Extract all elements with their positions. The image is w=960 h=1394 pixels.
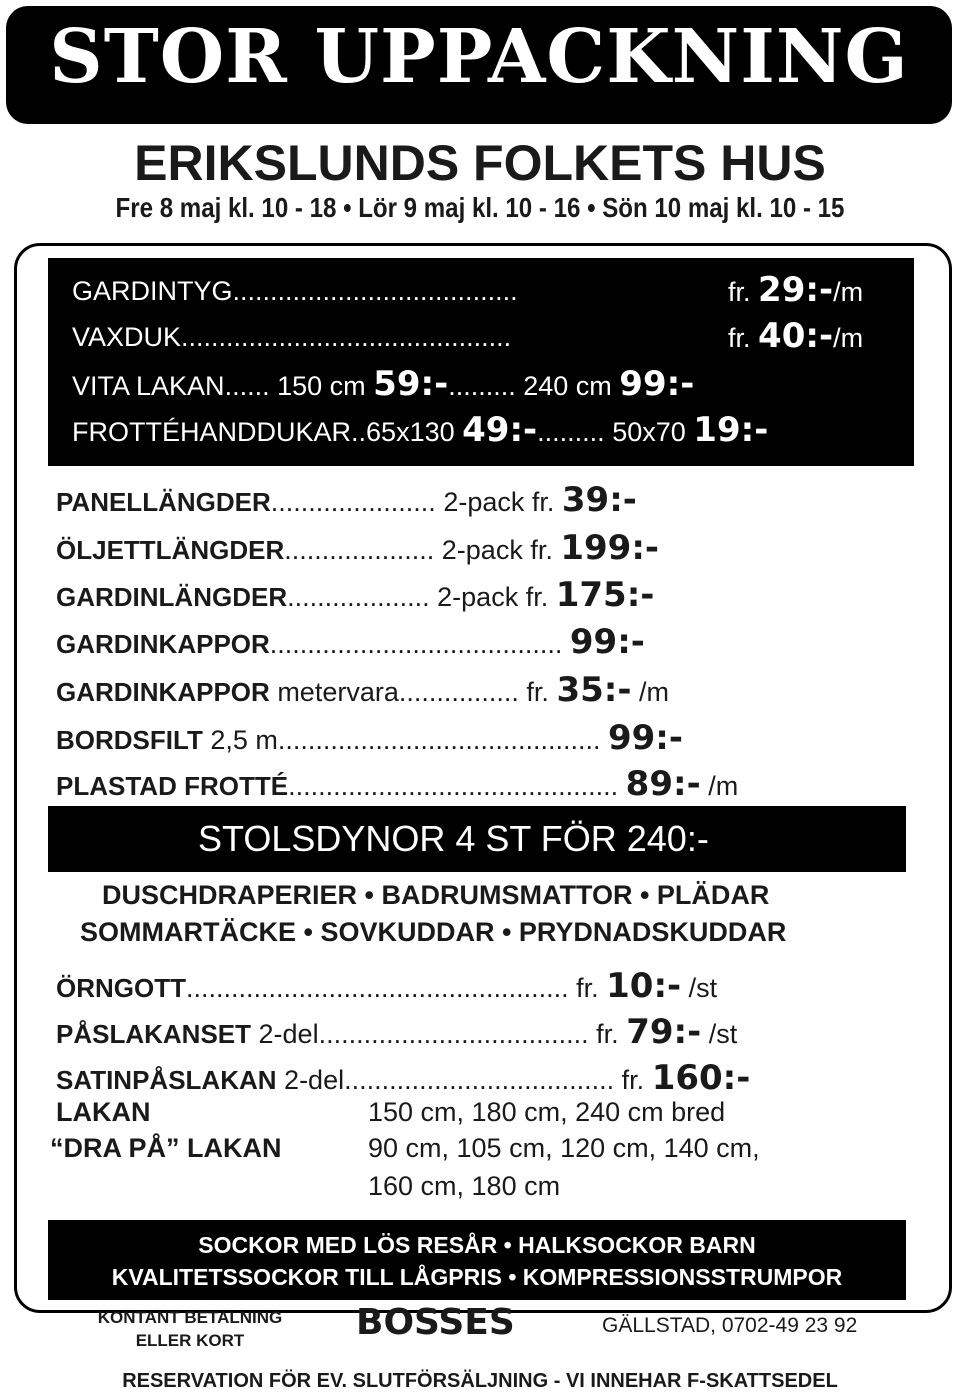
- item-name: GARDINLÄNGDER: [56, 582, 288, 612]
- item-price: 49:-: [462, 410, 538, 450]
- price-unit: /m: [833, 323, 864, 353]
- price-row: [56, 622, 645, 662]
- item-detail: 2-del: [258, 1019, 319, 1049]
- item-price: 99:-: [619, 364, 695, 404]
- price-row: [56, 480, 637, 520]
- price-row: [56, 966, 717, 1006]
- item-dots: ....................................: [344, 1065, 615, 1095]
- header-banner: [6, 6, 952, 124]
- item-name: VITA LAKAN: [72, 371, 225, 401]
- item-dots: ...................................................: [186, 973, 569, 1003]
- brand-name: BOSSES: [356, 1302, 515, 1343]
- item-price: 89:-: [625, 764, 701, 804]
- item-name: FROTTÉHANDDUKAR: [72, 417, 352, 447]
- price-unit: /m: [638, 677, 669, 707]
- item-dots: .......................................: [269, 629, 563, 659]
- featured-price-box: [48, 258, 914, 466]
- item-price: 19:-: [693, 410, 769, 450]
- size-label: “DRA PÅ” LAKAN: [50, 1133, 282, 1163]
- price-prefix: fr.: [596, 1019, 619, 1049]
- size-text: 160 cm, 180 cm: [368, 1171, 561, 1201]
- item-dots: ...................: [287, 582, 430, 612]
- feature-line: SOMMARTÄCKE • SOVKUDDAR • PRYDNADSKUDDAR: [80, 917, 787, 947]
- price-row: [56, 1012, 737, 1052]
- price-unit: /m: [833, 277, 864, 307]
- item-dots: ..: [351, 417, 367, 447]
- item-price: 59:-: [373, 364, 449, 404]
- item-detail: metervara: [277, 677, 399, 707]
- cushion-offer-text: STOLSDYNOR 4 ST FÖR 240:-: [198, 818, 709, 859]
- item-dots: ................: [398, 677, 519, 707]
- payment-line: ELLER KORT: [135, 1331, 245, 1350]
- item-dots: ............................................: [181, 322, 512, 352]
- socks-line: KVALITETSSOCKOR TILL LÅGPRIS • KOMPRESSIONSSTRUMPOR: [111, 1264, 843, 1290]
- item-dots: ............................................: [288, 771, 619, 801]
- item-price: 160:-: [651, 1058, 751, 1098]
- item-dots: ...........................................: [277, 725, 601, 755]
- feature-line: DUSCHDRAPERIER • BADRUMSMATTOR • PLÄDAR: [102, 880, 770, 910]
- item-name: SATINPÅSLAKAN: [56, 1065, 277, 1095]
- size-text: 150 cm, 180 cm, 240 cm bred: [368, 1097, 726, 1127]
- item-dots: ....................: [284, 535, 435, 565]
- price-prefix: 2-pack fr.: [437, 582, 549, 612]
- item-name: PÅSLAKANSET: [56, 1019, 252, 1049]
- price-tag: [728, 270, 863, 310]
- item-price: 199:-: [560, 528, 660, 568]
- item-size: 65x130: [366, 417, 455, 447]
- cushion-offer-banner: [48, 806, 906, 872]
- item-name: ÖRNGOTT: [56, 973, 186, 1003]
- item-name: PANELLÄNGDER: [56, 487, 271, 517]
- legal-notice: RESERVATION FÖR EV. SLUTFÖRSÄLJNING - VI INNEHAR F-SKATTSEDEL: [122, 1370, 838, 1392]
- price-row-frotte: [72, 410, 768, 450]
- item-name: GARDINKAPPOR: [56, 629, 270, 659]
- item-dots: ......: [224, 371, 270, 401]
- venue-heading: ERIKSLUNDS FOLKETS HUS: [134, 135, 826, 191]
- item-price: 10:-: [606, 966, 682, 1006]
- item-price: 99:-: [607, 718, 684, 758]
- price-prefix: 2-pack fr.: [441, 535, 553, 565]
- item-name: VAXDUK: [72, 322, 182, 352]
- item-dots: ......................: [270, 487, 436, 517]
- price-row: [72, 322, 511, 353]
- price-prefix: 2-pack fr.: [443, 487, 555, 517]
- item-name: GARDINTYG: [72, 276, 233, 306]
- payment-info: [80, 1306, 300, 1352]
- opening-dates: Fre 8 maj kl. 10 - 18 • Lör 9 maj kl. 10 - 16 • Sön 10 maj kl. 10 - 15: [115, 192, 845, 223]
- price-prefix: fr.: [728, 277, 751, 307]
- item-dots: ....................................: [318, 1019, 589, 1049]
- item-detail: 2,5 m: [210, 725, 278, 755]
- item-name: PLASTAD FROTTÉ: [56, 771, 289, 801]
- item-price: 99:-: [569, 622, 645, 662]
- item-dots: ......................................: [232, 276, 518, 306]
- item-price: 29:-: [758, 270, 834, 310]
- price-row: [72, 276, 518, 307]
- socks-banner: [48, 1220, 906, 1300]
- price-row: [56, 670, 669, 710]
- price-unit: /st: [688, 973, 718, 1003]
- item-name: ÖLJETTLÄNGDER: [56, 535, 285, 565]
- payment-line: KONTANT BETALNING: [97, 1308, 283, 1327]
- item-price: 35:-: [556, 670, 632, 710]
- price-row: [56, 528, 659, 568]
- price-row-lakan: [72, 364, 694, 404]
- price-prefix: fr.: [728, 323, 751, 353]
- item-dots: .........: [448, 371, 516, 401]
- item-detail: 2-del: [284, 1065, 345, 1095]
- item-dots: .........: [537, 417, 605, 447]
- size-label: LAKAN: [56, 1097, 151, 1127]
- price-unit: /m: [708, 771, 739, 801]
- price-prefix: fr.: [576, 973, 599, 1003]
- item-size: 50x70: [612, 417, 686, 447]
- page-title: STOR UPPACKNING: [49, 14, 909, 100]
- item-price: 79:-: [626, 1012, 702, 1052]
- socks-line: SOCKOR MED LÖS RESÅR • HALKSOCKOR BARN: [198, 1232, 756, 1258]
- item-price: 39:-: [561, 480, 637, 520]
- contact-info: GÄLLSTAD, 0702-49 23 92: [602, 1314, 858, 1337]
- price-row: [56, 764, 738, 804]
- price-row: [56, 1058, 750, 1098]
- price-prefix: fr.: [621, 1065, 645, 1095]
- item-name: BORDSFILT: [56, 725, 203, 755]
- price-tag: [728, 316, 863, 356]
- price-unit: /st: [708, 1019, 738, 1049]
- item-size: 150 cm: [277, 371, 366, 401]
- item-name: GARDINKAPPOR: [56, 677, 270, 707]
- price-prefix: fr.: [526, 677, 549, 707]
- price-row: [56, 575, 654, 615]
- item-price: 175:-: [555, 575, 655, 615]
- price-row: [56, 718, 683, 758]
- size-text: 90 cm, 105 cm, 120 cm, 140 cm,: [368, 1133, 760, 1163]
- item-price: 40:-: [758, 316, 834, 356]
- item-size: 240 cm: [523, 371, 612, 401]
